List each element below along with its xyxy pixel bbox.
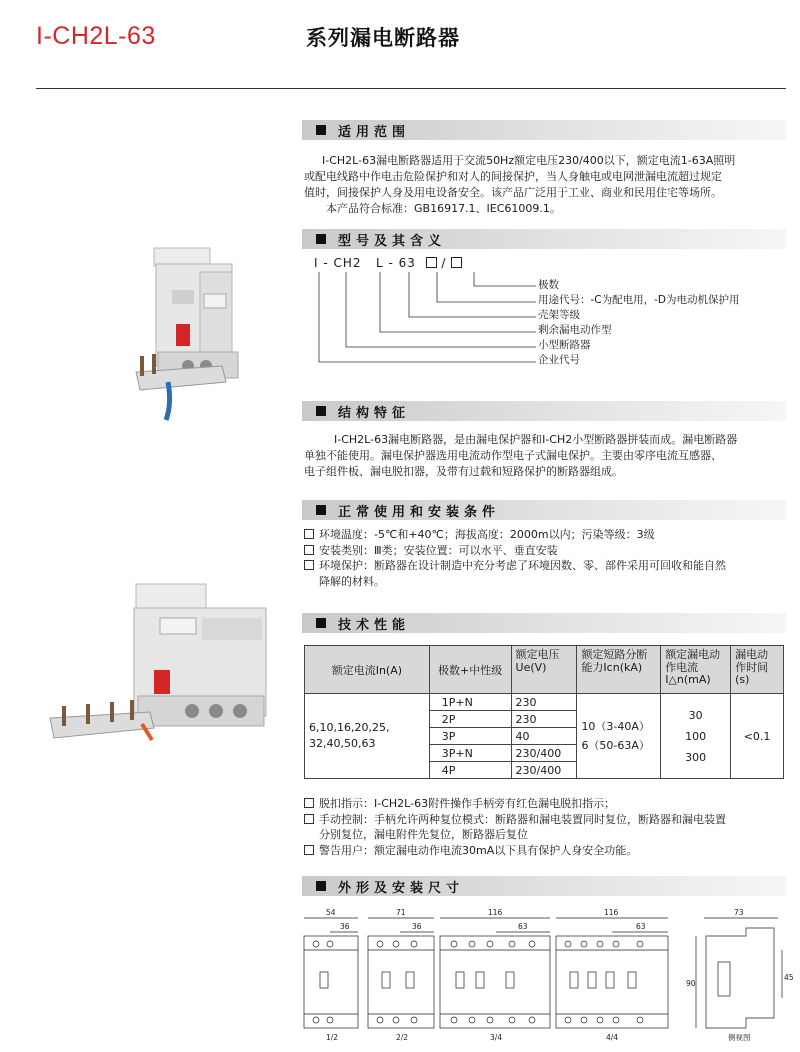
- table-cell-pole: 1P+N: [429, 694, 511, 711]
- list-item: 手动控制：手柄允许两种复位模式：断路器和漏电装置同时复位，断路器和漏电装置: [304, 812, 794, 828]
- product-photo-rcbo-4p: [46, 578, 266, 756]
- code-box-poles: [451, 257, 462, 268]
- tech-spec-table: [304, 645, 784, 779]
- checkbox-icon: [304, 529, 314, 539]
- list-item: 警告用户：额定漏电动作电流30mA以下具有保护人身安全功能。: [304, 843, 794, 859]
- table-header-voltage: 额定电压Ue(V): [511, 646, 577, 694]
- table-cell-icn: 10（3-40A） 6（50-63A）: [577, 694, 661, 779]
- table-cell-time: <0.1: [731, 694, 784, 779]
- svg-text:1/2: 1/2: [326, 1033, 339, 1042]
- svg-text:73: 73: [734, 908, 744, 917]
- product-photo-rcbo-2p: [126, 244, 256, 420]
- checkbox-icon: [304, 814, 314, 824]
- list-item: 分别复位，漏电附件先复位，断路器后复位: [319, 828, 528, 841]
- table-cell-voltage: 230/400: [511, 745, 577, 762]
- table-cell-idn: 30 100 300: [661, 694, 731, 779]
- dimension-drawings: [300, 906, 794, 1046]
- svg-text:4/4: 4/4: [606, 1033, 619, 1042]
- svg-text:90: 90: [686, 979, 696, 988]
- svg-text:侧视图: 侧视图: [728, 1033, 751, 1042]
- svg-text:63: 63: [636, 922, 646, 931]
- table-header-time: 漏电动作时间(s): [731, 646, 784, 694]
- section-header-scope: 适用范围: [302, 120, 786, 140]
- svg-text:63: 63: [518, 922, 528, 931]
- square-bullet-icon: [316, 125, 326, 135]
- table-cell-pole: 3P+N: [429, 745, 511, 762]
- model-code-legend: 极数 用途代号：-C为配电用，-D为电动机保护用 壳架等级 剩余漏电动作型 小型断路器 企业代号: [538, 279, 740, 366]
- tech-notes: [304, 796, 794, 858]
- checkbox-icon: [304, 845, 314, 855]
- svg-text:116: 116: [604, 908, 619, 917]
- list-item: 环境温度：-5℃和+40℃；海拔高度：2000m以内；污染等级：3级: [304, 527, 794, 543]
- structure-text: I-CH2L-63漏电断路器，是由漏电保护器和I-CH2小型断路器拼装而成。漏电断路器 单独不能使用。漏电保护器选用电流动作型电子式漏电保护。主要由零序电流互感器、 电子组件板、漏电脱扣器，及带有过载和短路保护的断路器组成。: [304, 433, 738, 478]
- table-cell-current: 6,10,16,20,25, 32,40,50,63: [305, 694, 430, 779]
- svg-text:36: 36: [412, 922, 422, 931]
- top-rule: [36, 88, 786, 89]
- table-cell-voltage: 230: [511, 694, 577, 711]
- table-header-current: 额定电流In(A): [305, 646, 430, 694]
- scope-text: I-CH2L-63漏电断路器适用于交流50Hz额定电压230/400以下，额定电流1-63A照明 或配电线路中作电击危险保护和对人的间接保护，当人身触电或电网泄漏电流超过规定 值时，间接保护人身及用电设备安全。该产品广泛用于工业、商业和民用住宅等场所。 本产品符合标准：GB16917.1、IEC61009.1。: [304, 154, 736, 215]
- list-item: 降解的材料。: [319, 574, 385, 588]
- table-cell-pole: 3P: [429, 728, 511, 745]
- svg-text:71: 71: [396, 908, 406, 917]
- list-item: 环境保护：断路器在设计制造中充分考虑了环境因数、零、部件采用可回收和能自然: [304, 558, 794, 574]
- page-title: 系列漏电断路器: [306, 25, 460, 50]
- table-cell-voltage: 230: [511, 711, 577, 728]
- model-code-pattern: I - CH2 L - 63 /: [314, 256, 462, 270]
- table-cell-pole: 2P: [429, 711, 511, 728]
- checkbox-icon: [304, 560, 314, 570]
- square-bullet-icon: [316, 234, 326, 244]
- table-cell-voltage: 230/400: [511, 762, 577, 779]
- code-box-usage: [426, 257, 437, 268]
- checkbox-icon: [304, 545, 314, 555]
- table-cell-pole: 4P: [429, 762, 511, 779]
- square-bullet-icon: [316, 505, 326, 515]
- table-cell-voltage: 40: [511, 728, 577, 745]
- section-header-tech: 技术性能: [302, 613, 786, 633]
- square-bullet-icon: [316, 406, 326, 416]
- list-item: 脱扣指示：I-CH2L-63附件操作手柄旁有红色漏电脱扣指示；: [304, 796, 794, 812]
- model-code: I-CH2L-63: [36, 22, 156, 50]
- table-header-idn: 额定漏电动作电流I△n(mA): [661, 646, 731, 694]
- table-header-poles: 极数+中性级: [429, 646, 511, 694]
- square-bullet-icon: [316, 881, 326, 891]
- svg-text:2/2: 2/2: [396, 1033, 409, 1042]
- svg-text:45: 45: [784, 973, 794, 982]
- section-header-model: 型号及其含义: [302, 229, 786, 249]
- table-header-icn: 额定短路分断能力Icn(kA): [577, 646, 661, 694]
- section-header-structure: 结构特征: [302, 401, 786, 421]
- section-header-dims: 外形及安装尺寸: [302, 876, 786, 896]
- svg-text:116: 116: [488, 908, 503, 917]
- model-code-leader-lines: [310, 270, 540, 370]
- svg-text:3/4: 3/4: [490, 1033, 503, 1042]
- conditions-list: [304, 527, 794, 589]
- svg-text:54: 54: [326, 908, 336, 917]
- checkbox-icon: [304, 798, 314, 808]
- square-bullet-icon: [316, 618, 326, 628]
- section-header-conditions: 正常使用和安装条件: [302, 500, 786, 520]
- list-item: 安装类别：Ⅲ类；安装位置：可以水平、垂直安装: [304, 543, 794, 559]
- svg-text:36: 36: [340, 922, 350, 931]
